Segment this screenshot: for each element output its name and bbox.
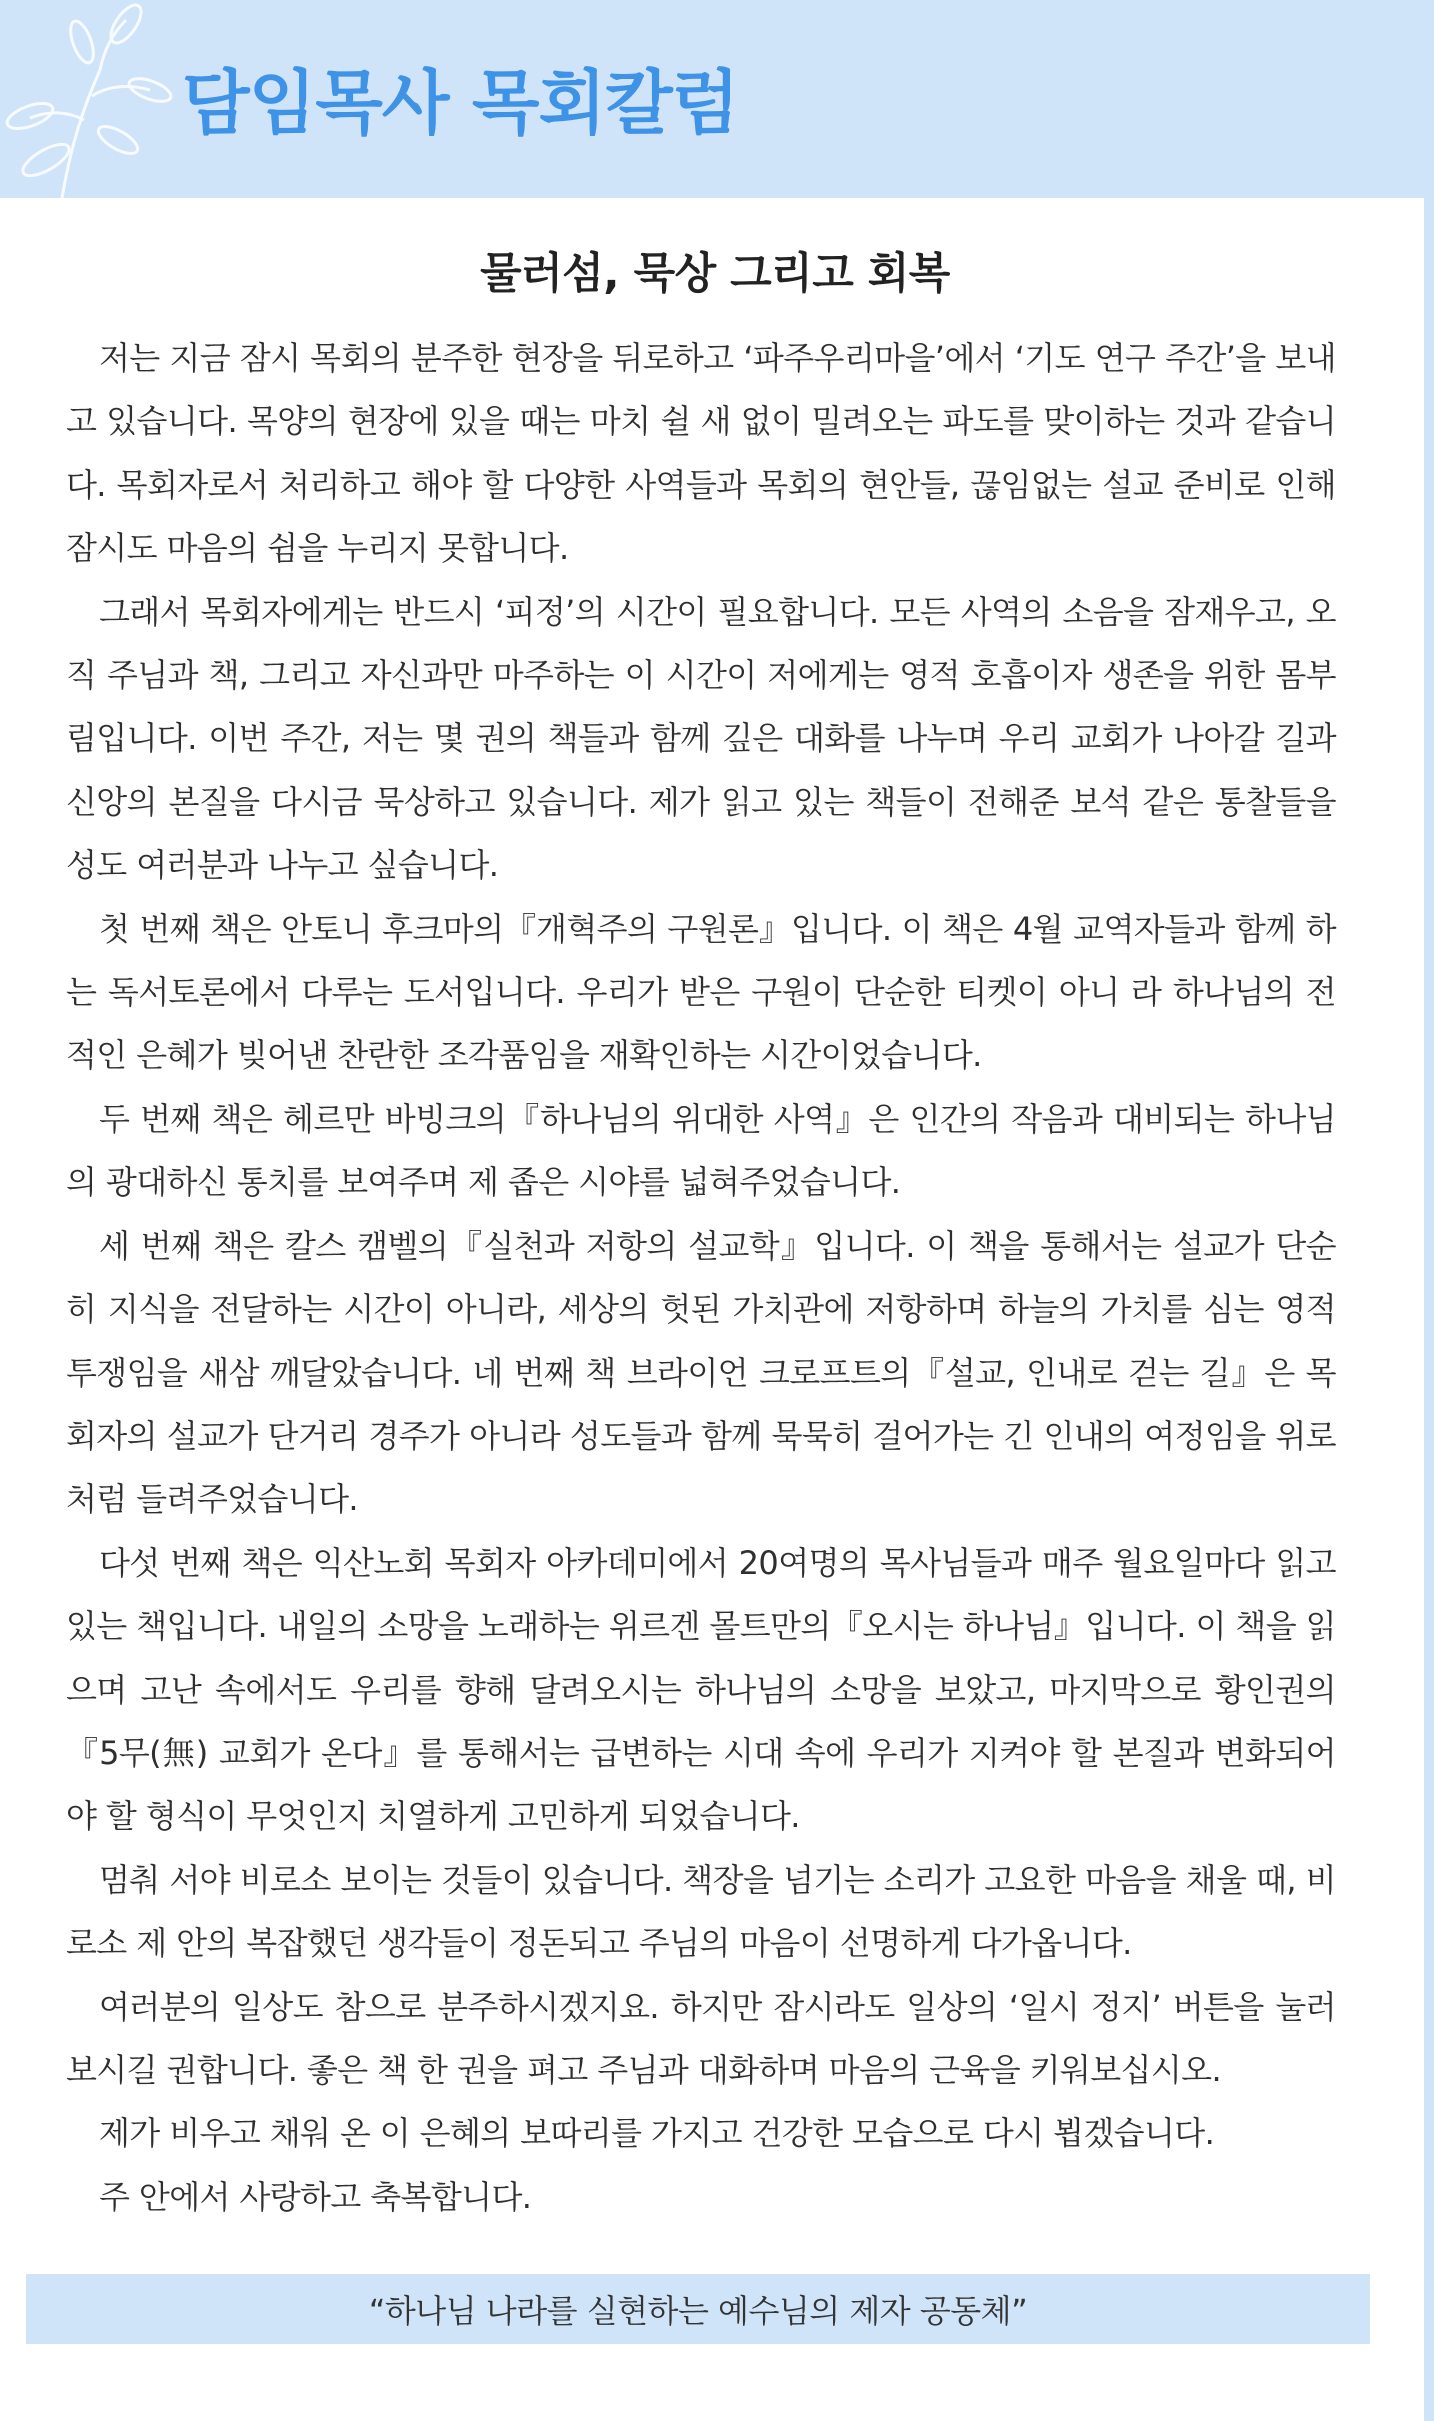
page-title: 담임목사 목회칼럼 xyxy=(182,62,739,144)
column-article xyxy=(66,198,1336,2229)
page-edge-bar xyxy=(1424,198,1434,2421)
church-motto: “하나님 나라를 실현하는 예수님의 제자 공동체” xyxy=(368,2292,1028,2330)
paragraph: 멈춰 서야 비로소 보이는 것들이 있습니다. 책장을 넘기는 소리가 고요한 마음을 채울 때, 비로소 제 안의 복잡했던 생각들이 정돈되고 주님의 마음이 선명하게 다가옵니다. xyxy=(66,1860,1336,1963)
paragraph: 세 번째 책은 칼스 캠벨의『실천과 저항의 설교학』입니다. 이 책을 통해서는 설교가 단순히 지식을 전달하는 시간이 아니라, 세상의 헛된 가치관에 저항하며 하늘의 가치를 심는 영적 투쟁임을 새삼 깨달았습니다. 네 번째 책 브라이언 크로프트의『설교, 인내로 걷는 길』은 목회자의 설교가 단거리 경주가 아니라 성도들과 함께 묵묵히 걸어가는 긴 인내의 여정임을 위로처럼 들려주었습니다. xyxy=(66,1226,1336,1519)
article-title: 물러섬, 묵상 그리고 회복 xyxy=(480,249,950,299)
column-header xyxy=(0,0,1434,198)
paragraph: 두 번째 책은 헤르만 바빙크의『하나님의 위대한 사역』은 인간의 작음과 대비되는 하나님의 광대하신 통치를 보여주며 제 좁은 시야를 넓혀주었습니다. xyxy=(66,1099,1336,1202)
leaf-branch-icon xyxy=(0,0,200,198)
motto-banner xyxy=(26,2274,1370,2344)
paragraph: 그래서 목회자에게는 반드시 ‘피정’의 시간이 필요합니다. 모든 사역의 소음을 잠재우고, 오직 주님과 책, 그리고 자신과만 마주하는 이 시간이 저에게는 영적 호흡이자 생존을 위한 몸부림입니다. 이번 주간, 저는 몇 권의 책들과 함께 깊은 대화를 나누며 우리 교회가 나아갈 길과 신앙의 본질을 다시금 묵상하고 있습니다. 제가 읽고 있는 책들이 전해준 보석 같은 통찰들을 성도 여러분과 나누고 싶습니다. xyxy=(66,592,1336,885)
paragraph: 제가 비우고 채워 온 이 은혜의 보따리를 가지고 건강한 모습으로 다시 뵙겠습니다. xyxy=(99,2114,1215,2153)
paragraph: 첫 번째 책은 안토니 후크마의『개혁주의 구원론』입니다. 이 책은 4월 교역자들과 함께 하는 독서토론에서 다루는 도서입니다. 우리가 받은 구원이 단순한 티켓이 아니 라 하나님의 전적인 은혜가 빚어낸 찬란한 조각품임을 재확인하는 시간이었습니다. xyxy=(66,909,1336,1075)
article-body xyxy=(66,327,1336,2229)
paragraph: 저는 지금 잠시 목회의 분주한 현장을 뒤로하고 ‘파주우리마을’에서 ‘기도 연구 주간’을 보내고 있습니다. 목양의 현장에 있을 때는 마치 쉴 새 없이 밀려오는 파도를 맞이하는 것과 같습니다. 목회자로서 처리하고 해야 할 다양한 사역들과 목회의 현안들, 끊임없는 설교 준비로 인해 잠시도 마음의 쉼을 누리지 못합니다. xyxy=(66,339,1336,568)
paragraph: 주 안에서 사랑하고 축복합니다. xyxy=(99,2177,532,2216)
paragraph: 여러분의 일상도 참으로 분주하시겠지요. 하지만 잠시라도 일상의 ‘일시 정지’ 버튼을 눌러보시길 권합니다. 좋은 책 한 권을 펴고 주님과 대화하며 마음의 근육을 키워보십시오. xyxy=(66,1987,1336,2089)
paragraph: 다섯 번째 책은 익산노회 목회자 아카데미에서 20여명의 목사님들과 매주 월요일마다 읽고 있는 책입니다. 내일의 소망을 노래하는 위르겐 몰트만의『오시는 하나님』입니다. 이 책을 읽으며 고난 속에서도 우리를 향해 달려오시는 하나님의 소망을 보았고, 마지막으로 황인권의『5무(無) 교회가 온다』를 통해서는 급변하는 시대 속에 우리가 지켜야 할 본질과 변화되어야 할 형식이 무엇인지 치열하게 고민하게 되었습니다. xyxy=(66,1543,1336,1836)
